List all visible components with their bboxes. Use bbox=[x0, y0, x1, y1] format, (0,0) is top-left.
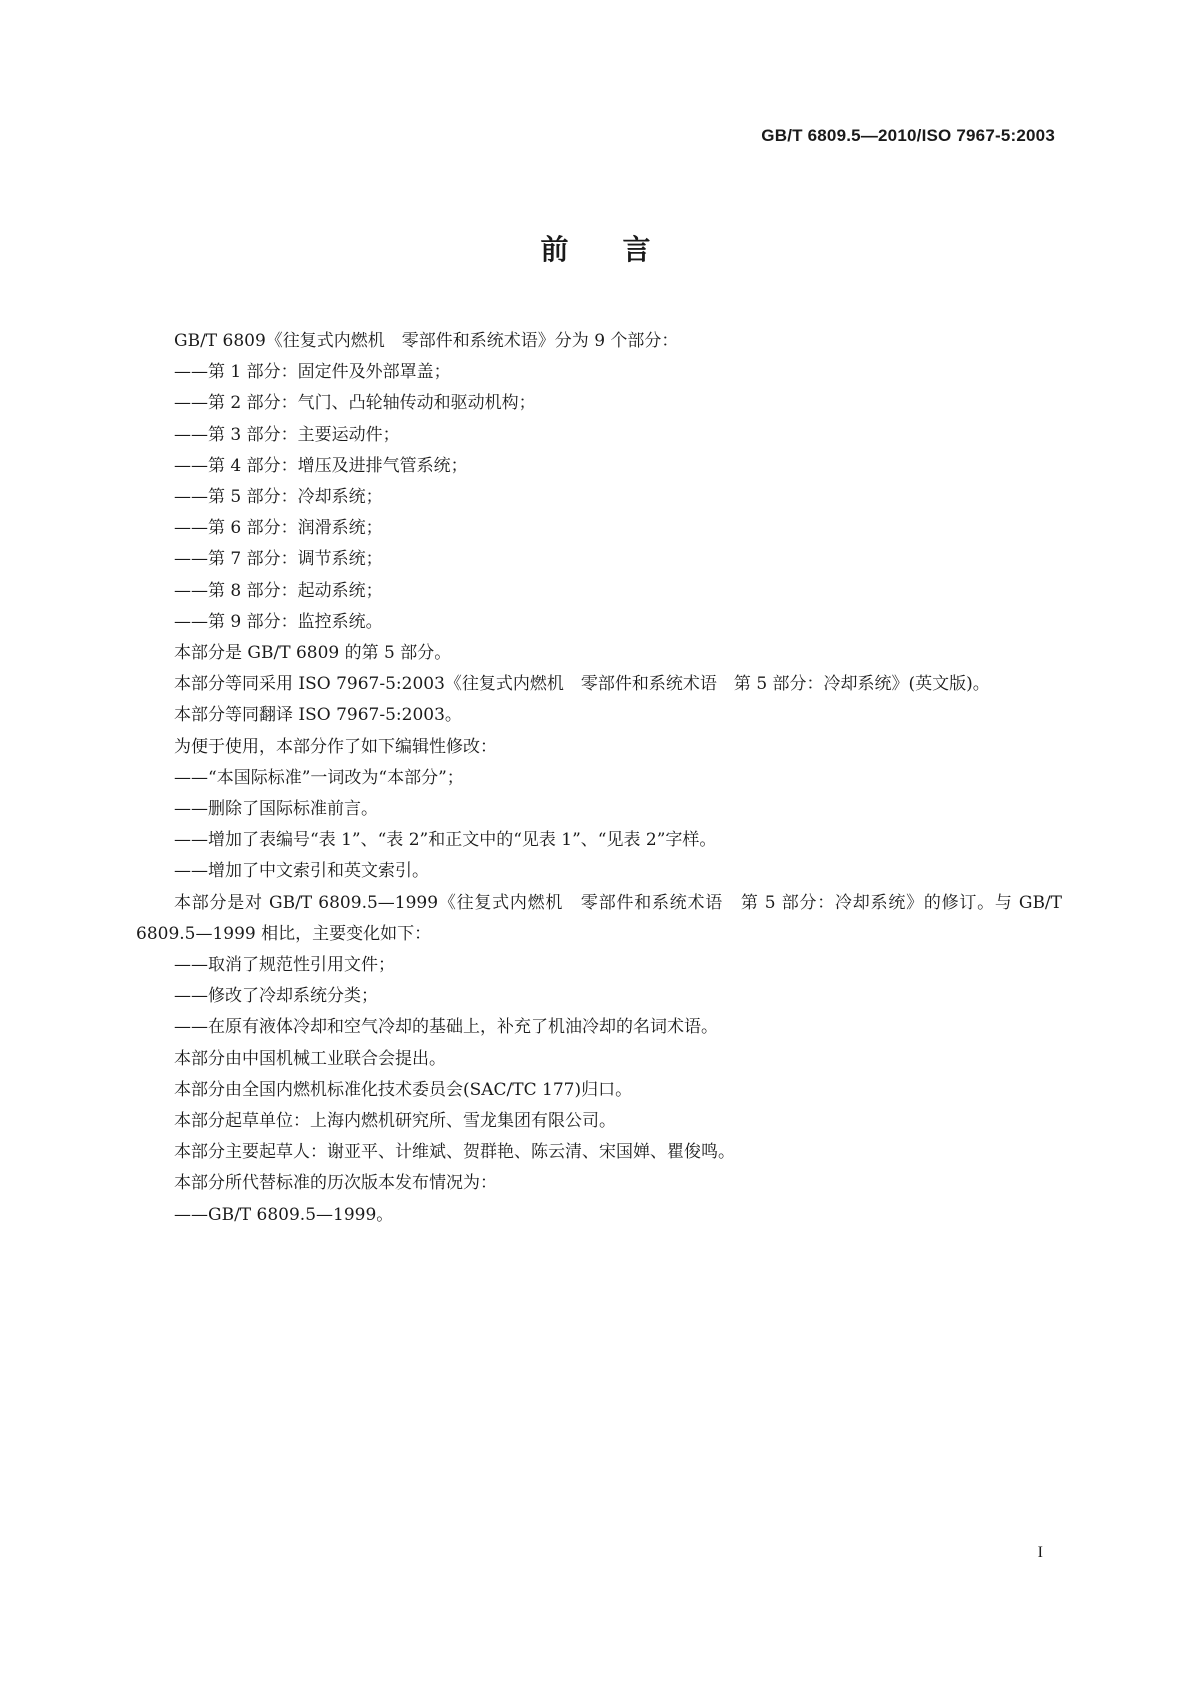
list-item-change-3: ——在原有液体冷却和空气冷却的基础上，补充了机油冷却的名词术语。 bbox=[174, 1017, 718, 1038]
list-item-part-8: ——第 8 部分：起动系统； bbox=[174, 580, 383, 601]
paragraph-part-statement: 本部分是 GB/T 6809 的第 5 部分。 bbox=[174, 643, 452, 664]
list-item-part-9: ——第 9 部分：监控系统。 bbox=[174, 611, 383, 632]
paragraph-drafters: 本部分主要起草人：谢亚平、计维斌、贺群艳、陈云清、宋国婵、瞿俊鸣。 bbox=[174, 1142, 735, 1163]
page-title: 前言 bbox=[540, 233, 705, 266]
paragraph-translation: 本部分等同翻译 ISO 7967-5:2003。 bbox=[174, 705, 462, 726]
paragraph-history-intro: 本部分所代替标准的历次版本发布情况为： bbox=[174, 1173, 497, 1194]
paragraph-drafting-units: 本部分起草单位：上海内燃机研究所、雪龙集团有限公司。 bbox=[174, 1111, 616, 1132]
list-item-part-1: ——第 1 部分：固定件及外部罩盖； bbox=[174, 362, 451, 383]
paragraph-committee: 本部分由全国内燃机标准化技术委员会(SAC/TC 177)归口。 bbox=[174, 1079, 633, 1100]
list-item-history-1: ——GB/T 6809.5—1999。 bbox=[174, 1204, 394, 1225]
list-item-editorial-4: ——增加了中文索引和英文索引。 bbox=[174, 861, 429, 882]
paragraph-intro: GB/T 6809《往复式内燃机 零部件和系统术语》分为 9 个部分： bbox=[174, 331, 679, 351]
list-item-part-5: ——第 5 部分：冷却系统； bbox=[174, 487, 383, 508]
list-item-editorial-2: ——删除了国际标准前言。 bbox=[174, 799, 378, 820]
list-item-part-2: ——第 2 部分：气门、凸轮轴传动和驱动机构； bbox=[174, 393, 536, 414]
paragraph-editorial-intro: 为便于使用，本部分作了如下编辑性修改： bbox=[174, 736, 497, 757]
foreword-body bbox=[136, 326, 1062, 1231]
list-item-part-3: ——第 3 部分：主要运动件； bbox=[174, 424, 400, 445]
standard-code-header: GB/T 6809.5—2010/ISO 7967-5:2003 bbox=[761, 126, 1055, 145]
list-item-editorial-1: ——“本国际标准”一词改为“本部分”； bbox=[174, 767, 464, 788]
list-item-editorial-3: ——增加了表编号“表 1”、“表 2”和正文中的“见表 1”、“见表 2”字样。 bbox=[174, 830, 717, 851]
paragraph-proposer: 本部分由中国机械工业联合会提出。 bbox=[174, 1048, 446, 1069]
list-item-part-6: ——第 6 部分：润滑系统； bbox=[174, 518, 383, 539]
page-number: I bbox=[1037, 1544, 1043, 1561]
list-item-part-4: ——第 4 部分：增压及进排气管系统； bbox=[174, 455, 468, 476]
paragraph-adoption: 本部分等同采用 ISO 7967-5:2003《往复式内燃机 零部件和系统术语 第 5 部分：冷却系统》(英文版)。 bbox=[174, 674, 990, 695]
paragraph-revision: 本部分是对 GB/T 6809.5—1999《往复式内燃机 零部件和系统术语 第 5 部分：冷却系统》的修订。与 GB/T 6809.5—1999 相比，主要变化如下： bbox=[136, 892, 1062, 944]
list-item-part-7: ——第 7 部分：调节系统； bbox=[174, 549, 383, 570]
list-item-change-2: ——修改了冷却系统分类； bbox=[174, 986, 378, 1007]
list-item-change-1: ——取消了规范性引用文件； bbox=[174, 955, 395, 976]
